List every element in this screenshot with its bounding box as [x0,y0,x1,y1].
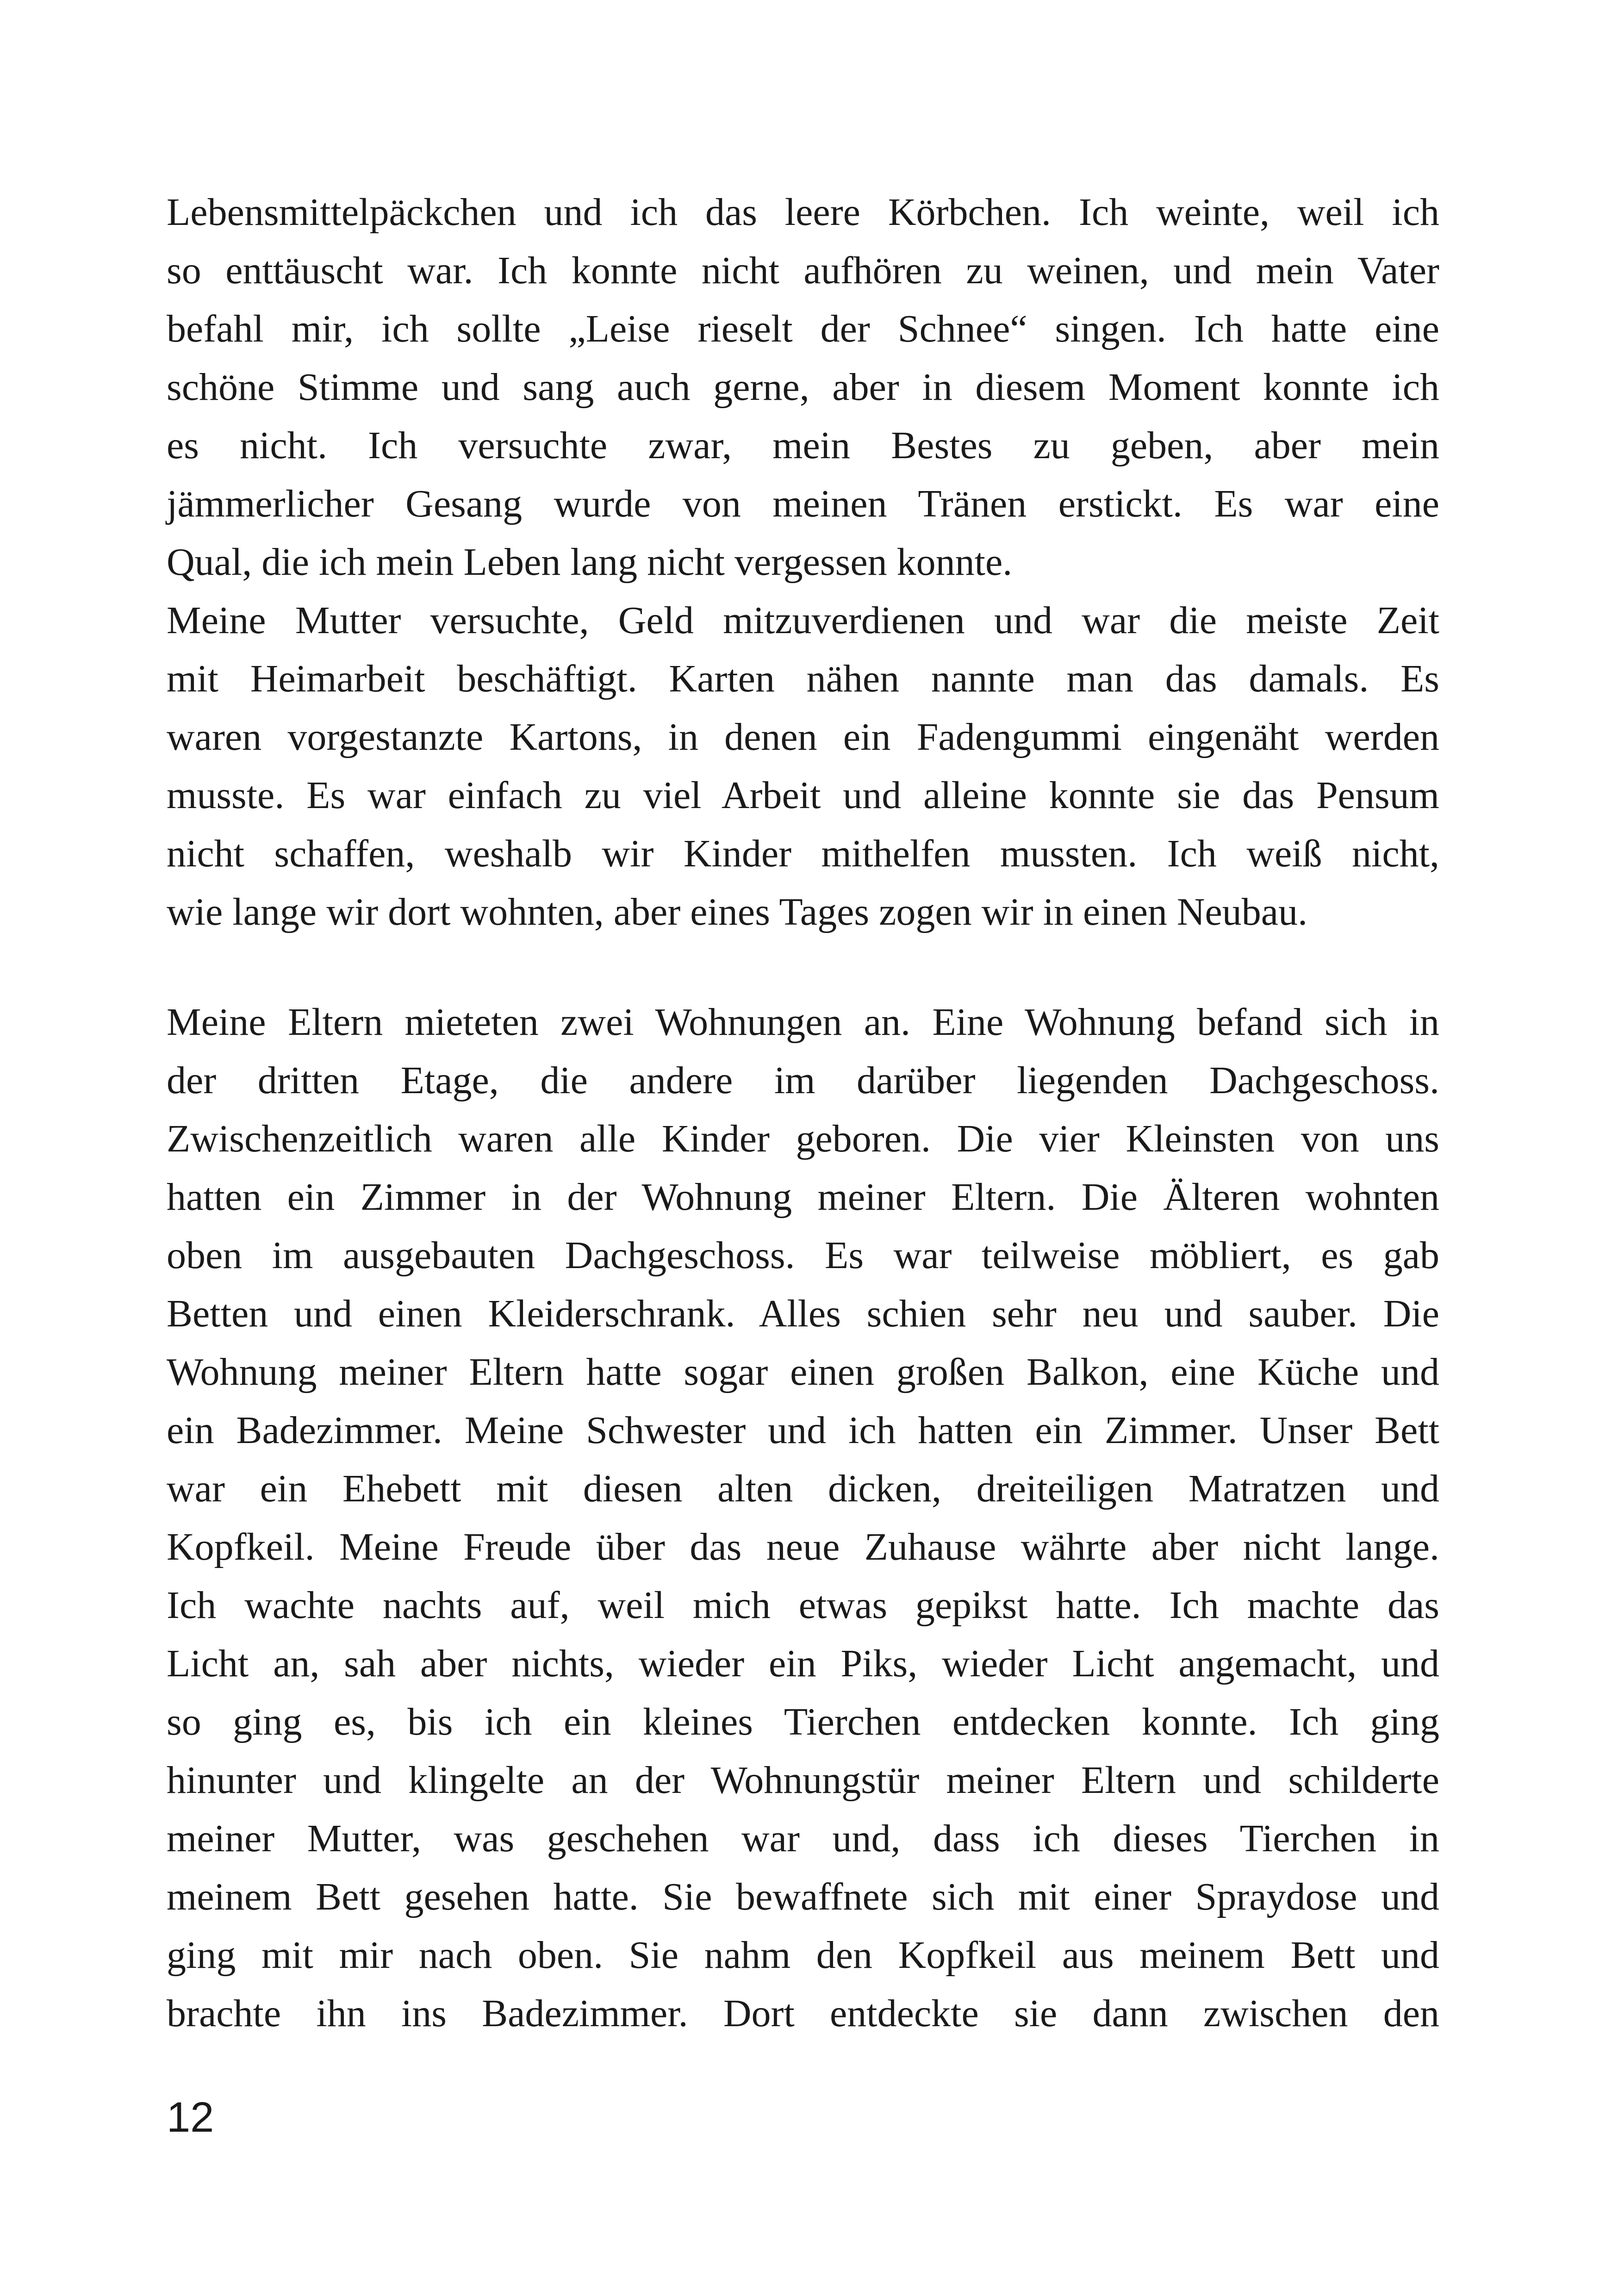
text-line: brachte ihn ins Badezimmer. Dort entdeckte sie dann zwischen den [167,1992,1439,2035]
text-line: Meine Mutter versuchte, Geld mitzuverdienen und war die meiste Zeit [167,599,1439,642]
text-line: hinunter und klingelte an der Wohnungstür meiner Eltern und schilderte [167,1759,1439,1802]
text-line: Ich wachte nachts auf, weil mich etwas gepikst hatte. Ich machte das [167,1584,1439,1627]
text-line: Betten und einen Kleiderschrank. Alles schien sehr neu und sauber. Die [167,1292,1439,1335]
text-line: wie lange wir dort wohnten, aber eines Tages zogen wir in einen Neubau. [167,890,1308,933]
text-line: der dritten Etage, die andere im darüber liegenden Dachgeschoss. [167,1059,1439,1102]
text-line: waren vorgestanzte Kartons, in denen ein Fadengummi eingenäht werden [167,716,1439,759]
text-line: so enttäuscht war. Ich konnte nicht aufhören zu weinen, und mein Vater [167,249,1439,292]
text-line: Qual, die ich mein Leben lang nicht vergessen konnte. [167,541,1013,584]
text-line: mit Heimarbeit beschäftigt. Karten nähen nannte man das damals. Es [167,657,1439,700]
text-line: meinem Bett gesehen hatte. Sie bewaffnete sich mit einer Spraydose und [167,1875,1439,1918]
text-line: war ein Ehebett mit diesen alten dicken, dreiteiligen Matratzen und [167,1467,1439,1510]
text-line: meiner Mutter, was geschehen war und, dass ich dieses Tierchen in [167,1817,1439,1860]
text-line: Zwischenzeitlich waren alle Kinder geboren. Die vier Kleinsten von uns [167,1117,1439,1160]
text-line: musste. Es war einfach zu viel Arbeit und alleine konnte sie das Pensum [167,774,1439,817]
paragraph-2 [167,993,1439,2043]
text-line: Meine Eltern mieteten zwei Wohnungen an. Eine Wohnung befand sich in [167,1001,1439,1044]
text-line: befahl mir, ich sollte „Leise rieselt der Schnee“ singen. Ich hatte eine [167,307,1439,350]
text-line: Lebensmittelpäckchen und ich das leere Körbchen. Ich weinte, weil ich [167,191,1439,234]
text-line: Wohnung meiner Eltern hatte sogar einen großen Balkon, eine Küche und [167,1350,1439,1394]
text-line: nicht schaffen, weshalb wir Kinder mithelfen mussten. Ich weiß nicht, [167,832,1439,875]
text-line: so ging es, bis ich ein kleines Tierchen entdecken konnte. Ich ging [167,1700,1439,1743]
text-line: oben im ausgebauten Dachgeschoss. Es war teilweise möbliert, es gab [167,1234,1439,1277]
text-line: Licht an, sah aber nichts, wieder ein Piks, wieder Licht angemacht, und [167,1642,1439,1685]
text-line: Kopfkeil. Meine Freude über das neue Zuhause währte aber nicht lange. [167,1525,1439,1568]
text-line: schöne Stimme und sang auch gerne, aber in diesem Moment konnte ich [167,366,1439,409]
text-line: es nicht. Ich versuchte zwar, mein Bestes zu geben, aber mein [167,424,1439,467]
text-line: jämmerlicher Gesang wurde von meinen Tränen erstickt. Es war eine [167,482,1439,525]
text-line: ein Badezimmer. Meine Schwester und ich hatten ein Zimmer. Unser Bett [167,1409,1439,1452]
text-line: hatten ein Zimmer in der Wohnung meiner Eltern. Die Älteren wohnten [167,1176,1439,1219]
text-line: ging mit mir nach oben. Sie nahm den Kopfkeil aus meinem Bett und [167,1934,1439,1977]
paragraph-1 [167,183,1439,941]
page-number: 12 [167,2094,214,2141]
